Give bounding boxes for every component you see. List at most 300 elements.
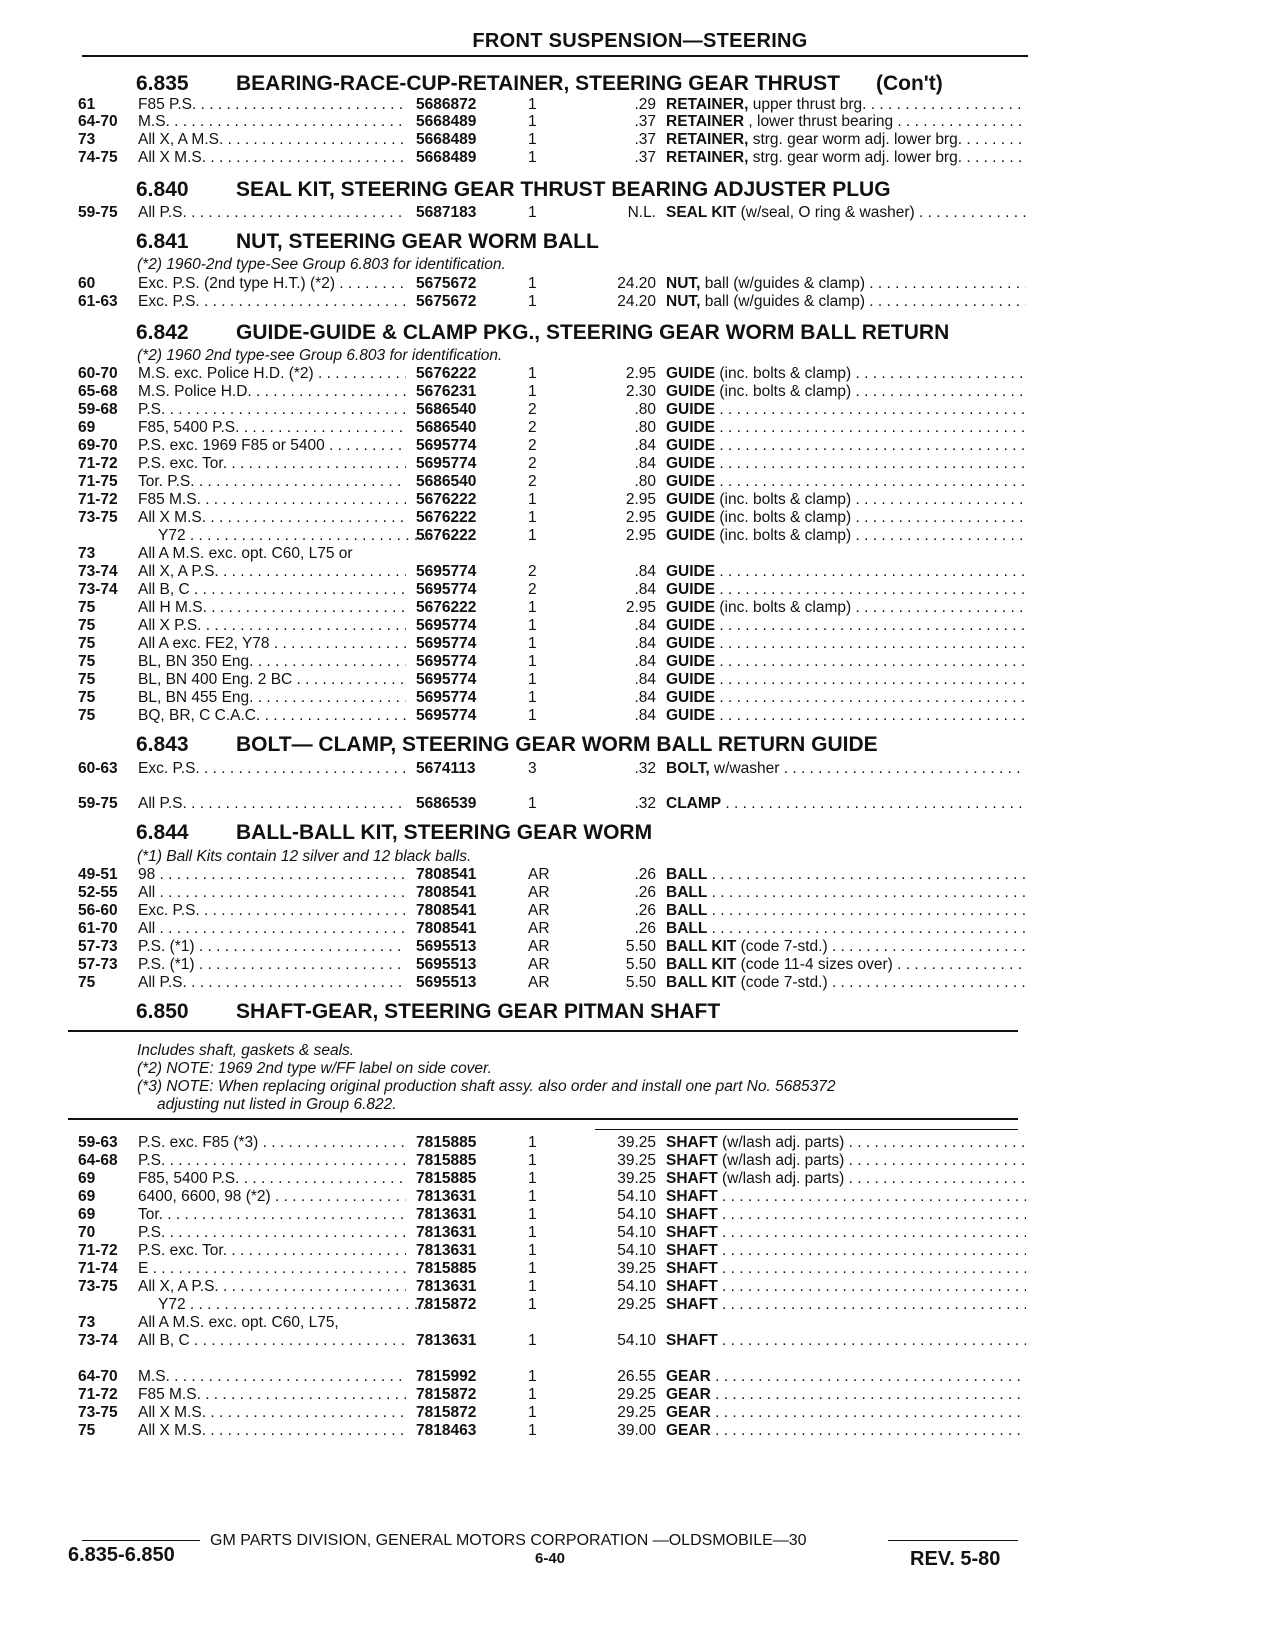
description-detail: strg. gear worm adj. lower brg. . . . — [748, 131, 1026, 148]
application — [138, 902, 406, 920]
section-continued: (Con't) — [875, 72, 943, 95]
application: All A M.S. exc. opt. C60, L75, — [138, 1314, 339, 1331]
application-text: P.S. exc. Tor. . . . — [138, 1242, 406, 1259]
section-note: (*3) NOTE: When replacing original production shaft assy. also order and install one part No. 5685372 — [137, 1078, 836, 1095]
description-detail: ball (w/guides & clamp) . . . — [700, 293, 1026, 310]
part-number: 7813631 — [416, 1224, 477, 1241]
part-number: 7815885 — [416, 1152, 477, 1169]
model-year: 73-74 — [78, 1332, 118, 1349]
price: 2.95 — [625, 491, 656, 508]
application — [138, 938, 406, 956]
description-name: GUIDE — [666, 419, 716, 436]
model-year: 57-73 — [78, 956, 118, 973]
application — [138, 1278, 406, 1296]
model-year: 75 — [78, 599, 96, 616]
application-text: All B, C . . . — [138, 1332, 406, 1349]
application — [138, 795, 406, 813]
price: 39.00 — [617, 1422, 656, 1439]
section-title — [136, 321, 949, 345]
description-name: BALL KIT — [666, 956, 737, 973]
quantity: 1 — [528, 689, 537, 706]
application — [138, 1134, 406, 1152]
part-number: 5676222 — [416, 527, 477, 544]
price: 24.20 — [617, 275, 656, 292]
application — [138, 599, 406, 617]
part-number: 5686540 — [416, 419, 477, 436]
description-detail — [718, 1278, 1026, 1295]
model-year: 73-75 — [78, 509, 118, 526]
description-name: BALL — [666, 920, 708, 937]
application-text: P.S. (*1) . . . — [138, 938, 406, 955]
description-detail — [718, 1332, 1026, 1349]
footer-page-number: 6-40 — [534, 1550, 566, 1567]
description-detail — [718, 1296, 1026, 1313]
application-text: All P.S. . . . — [138, 204, 406, 221]
application-text: P.S. exc. F85 (*3) . . . — [138, 1134, 406, 1151]
application-text: Exc. P.S. (2nd type H.T.) (*2) . . . — [138, 275, 406, 292]
application-text: Exc. P.S. . . . — [138, 902, 406, 919]
description-detail: (w/seal, O ring & washer) . . . — [736, 204, 1026, 221]
price: .26 — [634, 884, 656, 901]
section-title — [136, 178, 891, 202]
section-name: SEAL KIT, STEERING GEAR THRUST BEARING ADJUSTER PLUG — [236, 178, 891, 201]
description — [666, 1152, 1026, 1170]
description-detail — [715, 437, 1026, 454]
description — [666, 1242, 1026, 1260]
description-detail: strg. gear worm adj. lower brg. . . . — [748, 149, 1026, 166]
model-year: 59-68 — [78, 401, 118, 418]
model-year: 73 — [78, 131, 96, 148]
description — [666, 113, 1026, 131]
model-year: 73-75 — [78, 1404, 118, 1421]
application — [138, 1386, 406, 1404]
model-year: 69 — [78, 1188, 96, 1205]
part-number: 5686872 — [416, 96, 477, 113]
model-year: 70 — [78, 1224, 96, 1241]
application — [138, 437, 406, 455]
quantity: AR — [528, 866, 550, 883]
application-text: E . . . — [138, 1260, 406, 1277]
description — [666, 1224, 1026, 1242]
application-text: F85, 5400 P.S. . . . — [138, 419, 406, 436]
quantity: 2 — [528, 473, 537, 490]
model-year: 60 — [78, 275, 96, 292]
description — [666, 96, 1026, 114]
price: .37 — [634, 149, 656, 166]
model-year: 71-72 — [78, 455, 118, 472]
quantity: 1 — [528, 1170, 537, 1187]
description — [666, 1296, 1026, 1314]
price: .80 — [634, 473, 656, 490]
description-detail — [715, 563, 1026, 580]
model-year: 75 — [78, 974, 96, 991]
price: 26.55 — [617, 1368, 656, 1385]
application-text: All P.S. . . . — [138, 795, 406, 812]
description-detail: (inc. bolts & clamp) . . . — [715, 509, 1026, 526]
model-year: 75 — [78, 653, 96, 670]
description-name: GUIDE — [666, 527, 716, 544]
divider-rule — [68, 1030, 1018, 1032]
quantity: 1 — [528, 293, 537, 310]
price: .84 — [634, 563, 656, 580]
model-year: 74-75 — [78, 149, 118, 166]
description-detail: , lower thrust bearing . . . — [744, 113, 1026, 130]
model-year: 73 — [78, 545, 96, 562]
section-name: BALL-BALL KIT, STEERING GEAR WORM — [236, 821, 653, 844]
description-detail: (inc. bolts & clamp) . . . — [715, 383, 1026, 400]
price: .80 — [634, 401, 656, 418]
part-number: 5686539 — [416, 795, 477, 812]
description-detail: (inc. bolts & clamp) . . . — [715, 365, 1026, 382]
section-title — [136, 230, 599, 254]
price: 54.10 — [617, 1206, 656, 1223]
description-detail — [711, 1422, 1026, 1439]
description — [666, 1332, 1026, 1350]
quantity: 1 — [528, 1134, 537, 1151]
application-text: All X M.S. . . . — [138, 509, 406, 526]
application-text: M.S. Police H.D. . . . — [138, 383, 406, 400]
description-name: BALL — [666, 866, 708, 883]
model-year: 61-70 — [78, 920, 118, 937]
description-name: GUIDE — [666, 689, 716, 706]
quantity: 2 — [528, 563, 537, 580]
model-year: 61-63 — [78, 293, 118, 310]
description — [666, 204, 1026, 222]
description-name: SHAFT — [666, 1134, 718, 1151]
section-number: 6.841 — [136, 230, 189, 253]
description — [666, 455, 1026, 473]
application — [138, 1170, 406, 1188]
application — [138, 1296, 426, 1314]
description-detail: w/washer . . . — [710, 760, 1026, 777]
price: .84 — [634, 707, 656, 724]
application — [138, 1242, 406, 1260]
description-name: SHAFT — [666, 1152, 718, 1169]
quantity: AR — [528, 938, 550, 955]
part-number: 7815885 — [416, 1260, 477, 1277]
application-text: All X P.S. . . . — [138, 617, 406, 634]
description — [666, 131, 1026, 149]
part-number: 7815885 — [416, 1134, 477, 1151]
application — [138, 707, 406, 725]
part-number: 5676222 — [416, 509, 477, 526]
quantity: 1 — [528, 1422, 537, 1439]
description-name: RETAINER, — [666, 96, 749, 113]
description-name: GUIDE — [666, 599, 716, 616]
description — [666, 1206, 1026, 1224]
description-name: BALL KIT — [666, 938, 737, 955]
description-detail: (code 7-std.) . . . — [736, 938, 1026, 955]
footer-rule-left — [82, 1540, 200, 1541]
price: .29 — [634, 96, 656, 113]
description-detail — [718, 1224, 1026, 1241]
section-title — [136, 821, 652, 845]
quantity: 1 — [528, 1368, 537, 1385]
description-detail — [711, 1368, 1026, 1385]
part-number: 5695774 — [416, 581, 477, 598]
part-number: 5668489 — [416, 131, 477, 148]
description-name: GUIDE — [666, 383, 716, 400]
description-name: GUIDE — [666, 581, 716, 598]
part-number: 5686540 — [416, 401, 477, 418]
part-number: 5675672 — [416, 293, 477, 310]
application — [138, 131, 406, 149]
application — [138, 956, 406, 974]
description — [666, 275, 1026, 293]
quantity: 1 — [528, 1206, 537, 1223]
description — [666, 293, 1026, 311]
divider-rule — [68, 1118, 1018, 1120]
application-text: All X M.S. . . . — [138, 1422, 406, 1439]
footer-corporation: GM PARTS DIVISION, GENERAL MOTORS CORPORATION —OLDSMOBILE—30 — [210, 1532, 807, 1549]
model-year: 64-70 — [78, 113, 118, 130]
description-name: GUIDE — [666, 509, 716, 526]
application-text: Exc. P.S. . . . — [138, 760, 406, 777]
description-name: SEAL KIT — [666, 204, 737, 221]
quantity: 1 — [528, 1332, 537, 1349]
price: .84 — [634, 581, 656, 598]
price: N.L. — [627, 204, 656, 221]
quantity: 1 — [528, 204, 537, 221]
model-year: 60-70 — [78, 365, 118, 382]
model-year: 69 — [78, 1206, 96, 1223]
description-detail — [715, 707, 1026, 724]
quantity: 2 — [528, 437, 537, 454]
application — [138, 635, 406, 653]
description-name: BOLT, — [666, 760, 710, 777]
quantity: 1 — [528, 275, 537, 292]
description — [666, 1170, 1026, 1188]
description-detail — [715, 581, 1026, 598]
quantity: 1 — [528, 1260, 537, 1277]
model-year: 69 — [78, 419, 96, 436]
description — [666, 617, 1026, 635]
description-name: BALL — [666, 902, 708, 919]
application — [138, 204, 406, 222]
model-year: 64-68 — [78, 1152, 118, 1169]
model-year: 69-70 — [78, 437, 118, 454]
part-number: 5668489 — [416, 149, 477, 166]
price: 39.25 — [617, 1260, 656, 1277]
application — [138, 689, 406, 707]
description-name: SHAFT — [666, 1296, 718, 1313]
model-year: 75 — [78, 617, 96, 634]
application-text: All . . . — [138, 884, 406, 901]
footer-group-range: 6.835-6.850 — [68, 1544, 175, 1566]
description-name: SHAFT — [666, 1332, 718, 1349]
description-detail: (code 11-4 sizes over) . . . — [736, 956, 1026, 973]
description-detail — [715, 473, 1026, 490]
description-name: GUIDE — [666, 563, 716, 580]
quantity: AR — [528, 902, 550, 919]
section-note: (*2) 1960 2nd type-see Group 6.803 for identification. — [137, 347, 503, 364]
application — [138, 1404, 406, 1422]
quantity: 1 — [528, 1224, 537, 1241]
application-text: All A exc. FE2, Y78 . . . — [138, 635, 406, 652]
model-year: 57-73 — [78, 938, 118, 955]
model-year: 73 — [78, 1314, 96, 1331]
description-detail: (inc. bolts & clamp) . . . — [715, 599, 1026, 616]
description-name: SHAFT — [666, 1278, 718, 1295]
price: 39.25 — [617, 1152, 656, 1169]
price: .32 — [634, 795, 656, 812]
description-name: SHAFT — [666, 1260, 718, 1277]
quantity: 1 — [528, 113, 537, 130]
application-text: P.S. . . . — [138, 401, 406, 418]
application-text: M.S. exc. Police H.D. (*2) . . . — [138, 365, 406, 382]
price: .37 — [634, 131, 656, 148]
description-detail — [707, 884, 1026, 901]
page-title: FRONT SUSPENSION—STEERING — [472, 30, 808, 52]
description — [666, 689, 1026, 707]
price: 54.10 — [617, 1242, 656, 1259]
part-number: 7813631 — [416, 1188, 477, 1205]
description-name: GUIDE — [666, 437, 716, 454]
application-text: All X M.S. . . . — [138, 1404, 406, 1421]
quantity: 1 — [528, 617, 537, 634]
part-number: 5695513 — [416, 938, 477, 955]
model-year: 52-55 — [78, 884, 118, 901]
description-detail: ball (w/guides & clamp) . . . — [700, 275, 1026, 292]
price: .26 — [634, 920, 656, 937]
part-number: 5695774 — [416, 671, 477, 688]
price: .84 — [634, 617, 656, 634]
price: .84 — [634, 671, 656, 688]
quantity: AR — [528, 920, 550, 937]
price: 39.25 — [617, 1134, 656, 1151]
price: .32 — [634, 760, 656, 777]
description-detail — [721, 795, 1026, 812]
section-note: (*1) Ball Kits contain 12 silver and 12 black balls. — [137, 848, 472, 865]
application — [138, 1188, 406, 1206]
part-number: 5695774 — [416, 707, 477, 724]
quantity: 1 — [528, 365, 537, 382]
description-name: BALL KIT — [666, 974, 737, 991]
application — [138, 974, 406, 992]
description-name: GUIDE — [666, 455, 716, 472]
model-year: 71-75 — [78, 473, 118, 490]
footer-rule-right — [888, 1540, 1018, 1541]
quantity: 2 — [528, 419, 537, 436]
quantity: 3 — [528, 760, 537, 777]
application-text: All X, A P.S. . . . — [138, 563, 406, 580]
description-detail — [711, 1386, 1026, 1403]
description-detail: (inc. bolts & clamp) . . . — [715, 527, 1026, 544]
description — [666, 1368, 1026, 1386]
model-year: 65-68 — [78, 383, 118, 400]
price: 2.95 — [625, 365, 656, 382]
price: 54.10 — [617, 1188, 656, 1205]
application-text: All B, C . . . — [138, 581, 406, 598]
model-year: 69 — [78, 1170, 96, 1187]
quantity: 1 — [528, 1152, 537, 1169]
description-name: NUT, — [666, 293, 701, 310]
application — [138, 455, 406, 473]
model-year: 64-70 — [78, 1368, 118, 1385]
description-name: CLAMP — [666, 795, 722, 812]
application-text: BQ, BR, C C.A.C. . . . — [138, 707, 406, 724]
price: 29.25 — [617, 1296, 656, 1313]
section-number: 6.835 — [136, 72, 189, 95]
description — [666, 473, 1026, 491]
description-detail — [718, 1260, 1026, 1277]
application — [138, 1368, 406, 1386]
quantity: 1 — [528, 653, 537, 670]
description-name: GUIDE — [666, 365, 716, 382]
description — [666, 795, 1026, 813]
section-name: BEARING-RACE-CUP-RETAINER, STEERING GEAR THRUST — [236, 72, 840, 95]
part-number: 7815885 — [416, 1170, 477, 1187]
description-name: RETAINER, — [666, 131, 749, 148]
description-name: GEAR — [666, 1386, 711, 1403]
section-number: 6.850 — [136, 1000, 189, 1023]
model-year: 73-74 — [78, 581, 118, 598]
price: 2.95 — [625, 527, 656, 544]
model-year: 59-75 — [78, 204, 118, 221]
price: 2.95 — [625, 509, 656, 526]
model-year: 73-75 — [78, 1278, 118, 1295]
application — [138, 509, 406, 527]
price: .80 — [634, 419, 656, 436]
application-text: All . . . — [138, 920, 406, 937]
model-year: 71-72 — [78, 1386, 118, 1403]
part-number: 5674113 — [416, 760, 476, 777]
description-detail — [718, 1206, 1026, 1223]
part-number: 7813631 — [416, 1332, 477, 1349]
description-detail — [711, 1404, 1026, 1421]
model-year: 75 — [78, 671, 96, 688]
application — [138, 866, 406, 884]
description-name: GUIDE — [666, 671, 716, 688]
application: All A M.S. exc. opt. C60, L75 or — [138, 545, 353, 562]
price: 54.10 — [617, 1278, 656, 1295]
application — [138, 1206, 406, 1224]
description-detail: (w/lash adj. parts) . . . — [718, 1170, 1026, 1187]
description — [666, 1386, 1026, 1404]
application-text: 6400, 6600, 98 (*2) . . . — [138, 1188, 406, 1205]
price: .84 — [634, 635, 656, 652]
application-text: All X, A P.S. . . . — [138, 1278, 406, 1295]
model-year: 61 — [78, 96, 96, 113]
description — [666, 1134, 1026, 1152]
description-name: GUIDE — [666, 617, 716, 634]
quantity: 1 — [528, 1242, 537, 1259]
description-name: SHAFT — [666, 1170, 718, 1187]
model-year: 56-60 — [78, 902, 118, 919]
part-number: 5668489 — [416, 113, 477, 130]
price: 2.95 — [625, 599, 656, 616]
description-detail — [718, 1242, 1026, 1259]
description-detail — [715, 617, 1026, 634]
application — [138, 1260, 406, 1278]
application-text: F85, 5400 P.S. . . . — [138, 1170, 406, 1187]
section-name: GUIDE-GUIDE & CLAMP PKG., STEERING GEAR WORM BALL RETURN — [236, 321, 950, 344]
part-number: 5686540 — [416, 473, 477, 490]
price: 5.50 — [625, 974, 656, 991]
part-number: 7808541 — [416, 866, 477, 883]
model-year: 49-51 — [78, 866, 118, 883]
quantity: 2 — [528, 401, 537, 418]
description-name: GUIDE — [666, 491, 716, 508]
part-number: 5695774 — [416, 437, 477, 454]
description — [666, 760, 1026, 778]
description-detail — [715, 635, 1026, 652]
price: 5.50 — [625, 938, 656, 955]
price: 54.10 — [617, 1224, 656, 1241]
description-name: GEAR — [666, 1404, 711, 1421]
description — [666, 1260, 1026, 1278]
application — [138, 113, 406, 131]
